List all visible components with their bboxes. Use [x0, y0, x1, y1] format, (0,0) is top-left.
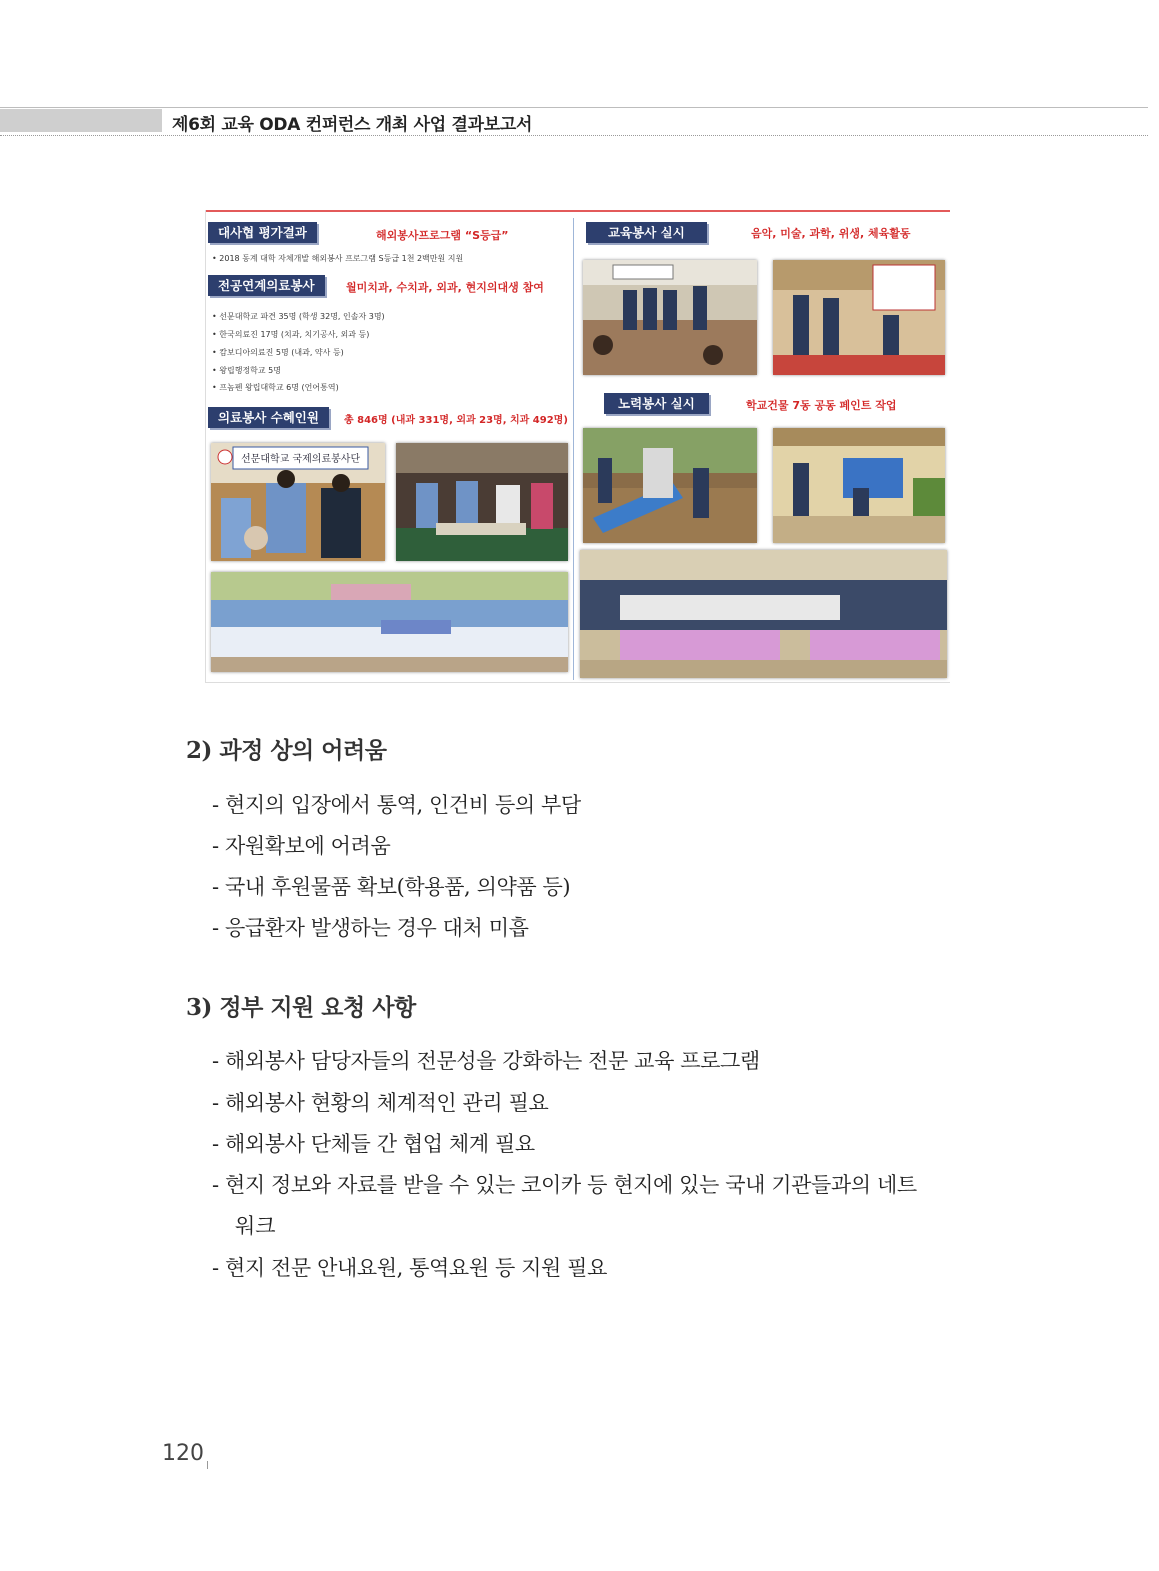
activity-photo-collage — [205, 210, 950, 683]
header-gray-tab — [0, 109, 162, 132]
page-number: 120 — [162, 1441, 204, 1466]
label-medical-volunteer: 전공연계의료봉사 — [208, 275, 325, 296]
list-item: - 자원확보에 어려움 — [212, 834, 391, 858]
list-item: - 현지의 입장에서 통역, 인건비 등의 부담 — [212, 793, 581, 817]
page-number-separator — [207, 1461, 208, 1469]
list-item: - 해외봉사 단체들 간 협업 체계 필요 — [212, 1132, 535, 1156]
evaluation-note: • 2018 동계 대학 자체개발 해외봉사 프로그램 S등급 1천 2백만원 지원 — [212, 254, 464, 263]
section-heading: 2) 과정 상의 어려움 — [186, 737, 387, 764]
photo-medical-consultation — [211, 443, 385, 561]
collage-top-rule — [206, 210, 950, 212]
photo-building-painting — [773, 428, 945, 543]
running-header-title: 제6회 교육 ODA 컨퍼런스 개최 사업 결과보고서 — [172, 115, 533, 135]
collage-column-divider — [573, 218, 574, 680]
photo-volunteer-group — [580, 550, 947, 678]
medical-participants-text: 월미치과, 수치과, 외과, 현지의대생 참여 — [346, 281, 544, 294]
list-item: - 현지 전문 안내요원, 통역요원 등 지원 필요 — [212, 1256, 607, 1280]
list-item: - 해외봉사 현황의 체계적인 관리 필요 — [212, 1091, 549, 1115]
banner-caption: 선문대학교 국제의료봉사단 — [241, 454, 361, 465]
photo-painting-work — [583, 428, 757, 543]
label-education-volunteer: 교육봉사 실시 — [586, 222, 707, 243]
bullet-item: • 선문대학교 파견 35명 (학생 32명, 인솔자 3명) — [212, 312, 385, 321]
bullet-item: • 프놈펜 왕립대학교 6명 (언어통역) — [212, 383, 339, 392]
list-item: - 응급환자 발생하는 경우 대처 미흡 — [212, 916, 529, 940]
labor-work-text: 학교건물 7동 공동 페인트 작업 — [746, 399, 897, 412]
list-item-continuation: 워크 — [235, 1214, 276, 1238]
label-beneficiaries: 의료봉사 수혜인원 — [208, 407, 329, 428]
label-labor-volunteer: 노력봉사 실시 — [604, 393, 709, 414]
photo-classroom-education — [583, 260, 757, 375]
beneficiaries-total-text: 총 846명 (내과 331명, 외과 23명, 치과 492명) — [344, 415, 568, 426]
photo-medical-team-group — [211, 572, 568, 672]
list-item: - 국내 후원물품 확보(학용품, 의약품 등) — [212, 875, 571, 899]
evaluation-grade-text: 해외봉사프로그램 “S등급” — [376, 229, 509, 242]
header-top-rule — [0, 107, 1148, 108]
list-item: - 현지 정보와 자료를 받을 수 있는 코이카 등 현지에 있는 국내 기관들과의 네트 — [212, 1173, 917, 1197]
header-dotted-rule — [0, 135, 1148, 136]
section-heading: 3) 정부 지원 요청 사항 — [186, 994, 416, 1021]
label-evaluation-result: 대사협 평가결과 — [208, 222, 317, 243]
bullet-item: • 왕립행정학교 5명 — [212, 366, 281, 375]
education-activities-text: 음악, 미술, 과학, 위생, 체육활동 — [751, 227, 911, 240]
list-item: - 해외봉사 담당자들의 전문성을 강화하는 전문 교육 프로그램 — [212, 1049, 760, 1073]
bullet-item: • 한국의료진 17명 (치과, 치기공사, 외과 등) — [212, 330, 370, 339]
bullet-item: • 캄보디아의료진 5명 (내과, 약사 등) — [212, 348, 344, 357]
photo-school-activity — [773, 260, 945, 375]
photo-dental-treatment — [396, 443, 568, 561]
